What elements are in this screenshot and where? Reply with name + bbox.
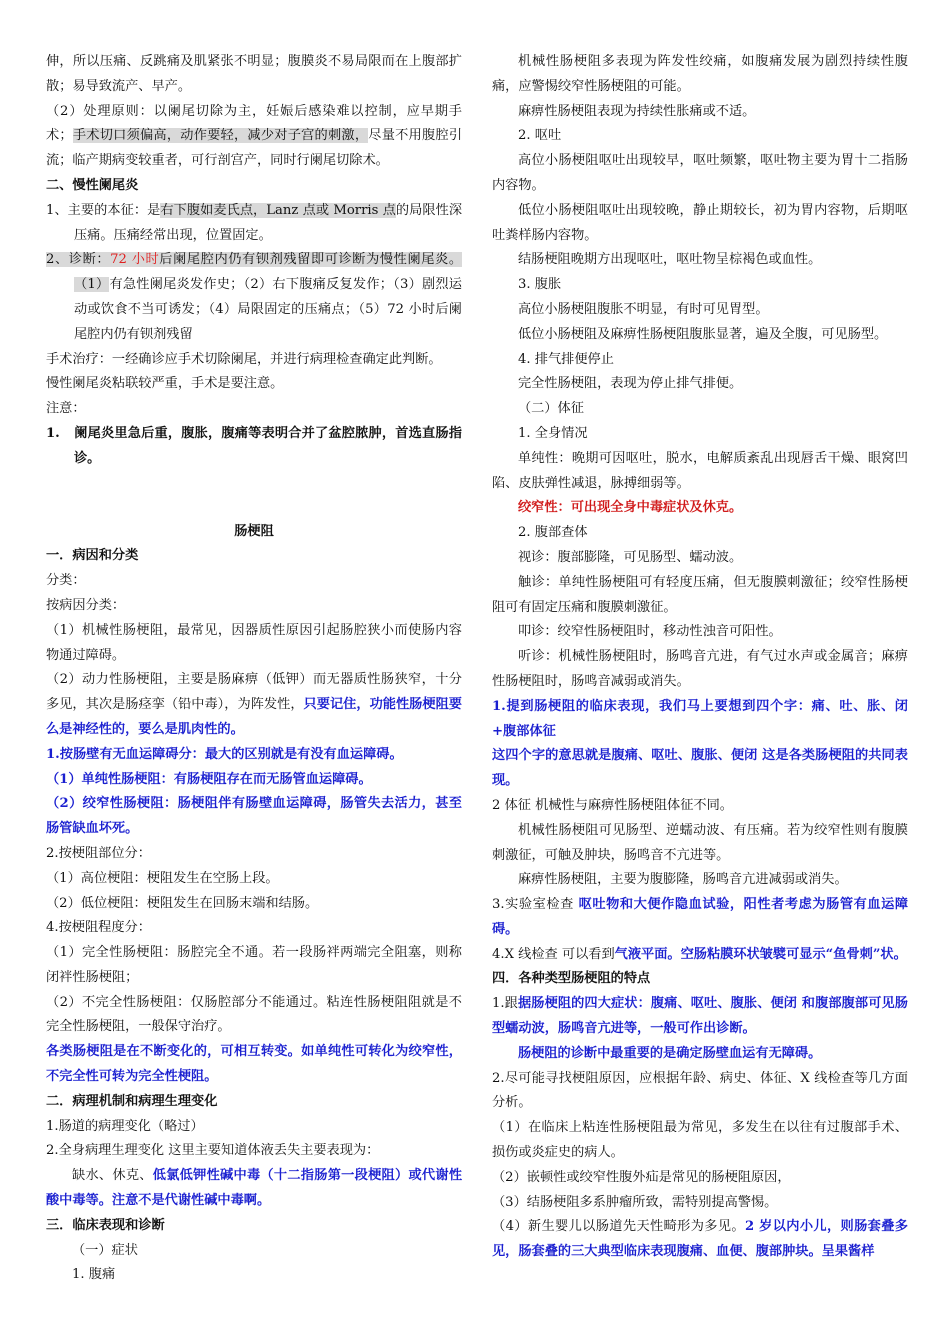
text: （4）新生婴儿以肠道先天性畸形为多见。 [492, 1219, 745, 1235]
paragraph [492, 943, 908, 968]
paragraph [492, 992, 908, 1042]
subheading: 1. 腹痛 [72, 1267, 116, 1283]
paragraph: 4.按梗阻程度分： [46, 920, 151, 936]
emphasis-paragraph: 1.提到肠梗阻的临床表现，我们马上要想到四个字：痛、吐、胀、闭+腹部体征 [492, 698, 908, 739]
emphasis-paragraph: 肠梗阻的诊断中最重要的是确定肠壁血运有无障碍。 [518, 1045, 822, 1061]
emphasis-text: 2 岁以内小儿，则肠套叠多见，肠套叠的三大典型临床表现腹痛、血便、腹部肿块。呈果酱样 [492, 1219, 908, 1260]
emphasis-text: 只要记住，功能性肠梗阻要么是神经性的，要么是肌肉性的。 [46, 697, 462, 737]
emphasis-text: 低氯低钾性碱中毒（十二指肠第一段梗阻）或代谢性酸中毒等。注意不是代谢性碱中毒啊。 [46, 1168, 463, 1209]
paragraph: （3）结肠梗阻多系肿瘤所致，需特别提高警惕。 [492, 1194, 778, 1210]
paragraph: 手术治疗：一经确诊应手术切除阑尾，并进行病理检查确定此判断。 [46, 351, 442, 367]
paragraph: 伸，所以压痛、反跳痛及肌紧张不明显；腹膜炎不易局限而在上腹部扩散；易导致流产、早产。 [46, 54, 462, 94]
paragraph: 听诊：机械性肠梗阻时，肠鸣音亢进，有气过水声或金属音；麻痹性肠梗阻时，肠鸣音减弱或消失。 [492, 649, 908, 689]
section-heading: 一．病因和分类 [46, 548, 139, 564]
highlighted-text: 右下腹如麦氏点，Lanz 点或 Morris 点 [160, 202, 396, 218]
paragraph: 1.肠道的病理变化（略过） [46, 1118, 204, 1134]
note-item [46, 422, 462, 472]
text: 1.跟 [492, 996, 518, 1012]
paragraph: 2.尽可能寻找梗阻原因，应根据年龄、病史、体征、X 线检查等几方面分析。 [492, 1070, 908, 1111]
text: 3.实验室检查 [492, 897, 579, 913]
paragraph [46, 199, 462, 249]
paragraph [46, 248, 462, 347]
highlighted-text: 2、诊断： [46, 252, 111, 268]
paragraph: 分类： [46, 573, 86, 589]
text: （2）动力性肠梗阻，主要是肠麻痹（低钾）而无器质性肠狭窄，十分多见，其次是肠痉挛（铅中毒），为阵发性， [46, 672, 462, 713]
paragraph: 2 体征 机械性与麻痹性肠梗阻体征不同。 [492, 797, 733, 813]
right-column [492, 50, 908, 1265]
paragraph [46, 1164, 462, 1214]
left-column [46, 50, 462, 1288]
section-heading: 三．临床表现和诊断 [46, 1217, 165, 1233]
paragraph: 单纯性：晚期可因呕吐，脱水，电解质紊乱出现唇舌干燥、眼窝凹陷、皮肤弹性减退，脉搏细弱等。 [492, 450, 908, 491]
emphasis-paragraph: 1.按肠壁有无血运障碍分：最大的区别就是有没有血运障碍。 [46, 746, 403, 762]
subheading: 3. 腹胀 [518, 277, 562, 293]
paragraph: （2）嵌顿性或绞窄性腹外疝是常见的肠梗阻原因， [492, 1169, 791, 1185]
emphasis-text: 呕吐物和大便作隐血试验，阳性者考虑为肠管有血运障碍。 [492, 897, 909, 937]
section-heading: 二、慢性阑尾炎 [46, 177, 139, 193]
text: 有急性阑尾炎发作史；（2）右下腹痛反复发作；（3）剧烈运动或饮食不当可诱发；（4）局限固定的压痛点；（5）72 小时后阑尾腔内仍有钡剂残留 [74, 277, 462, 342]
paragraph: （2）低位梗阻：梗阻发生在回肠末端和结肠。 [46, 895, 319, 911]
subheading: 2. 腹部查体 [518, 525, 588, 541]
highlighted-text: 手术切口须偏高，动作要轻，减少对子宫的刺激， [72, 128, 369, 144]
text: 阑尾炎里急后重，腹胀，腹痛等表明合并了盆腔脓肿，首选直肠指诊。 [74, 425, 462, 466]
paragraph: 完全性肠梗阻，表现为停止排气排便。 [518, 376, 743, 392]
paragraph: 2.按梗阻部位分： [46, 845, 151, 861]
emphasis-paragraph: （2）绞窄性肠梗阻：肠梗阻伴有肠壁血运障碍，肠管失去活力，甚至肠管缺血坏死。 [46, 796, 462, 837]
paragraph: 高位小肠梗阻呕吐出现较早，呕吐频繁，呕吐物主要为胃十二指肠内容物。 [492, 153, 908, 193]
paragraph: 注意： [46, 401, 86, 417]
emphasis-paragraph: 这四个字的意思就是腹痛、呕吐、腹胀、便闭 这是各类肠梗阻的共同表现。 [492, 748, 908, 789]
emphasis-text: 气液平面 [614, 946, 668, 962]
paragraph: （2）不完全性肠梗阻：仅肠腔部分不能通过。粘连性肠梗阻阻就是不完全性肠梗阻，一般保守治疗。 [46, 994, 462, 1035]
paragraph: 麻痹性肠梗阻，主要为腹膨隆，肠鸣音亢进减弱或消失。 [518, 872, 848, 888]
paragraph: （1）在临床上粘连性肠梗阻最为常见，多发生在以往有过腹部手术、损伤或炎症史的病人。 [492, 1120, 908, 1161]
highlighted-text: 后阑尾腔内仍有钡剂残留即可诊断为慢性阑尾炎。 [159, 252, 463, 268]
text: 1、主要的本征：是 [46, 202, 161, 218]
paragraph: （1）机械性肠梗阻，最常见，因器质性原因引起肠腔狭小而使肠内容物通过障碍。 [46, 622, 462, 663]
subheading: 4. 排气排便停止 [518, 351, 614, 367]
paragraph: 慢性阑尾炎粘联较严重，手术是要注意。 [46, 376, 284, 392]
paragraph: 高位小肠梗阻腹胀不明显，有时可见胃型。 [518, 301, 769, 317]
highlighted-red-text: 72 小时 [110, 252, 160, 268]
subheading: （一）症状 [72, 1242, 138, 1258]
text: 尽量不用腹腔引流；临产期病变较重者，可行剖宫产，同时行阑尾切除术。 [46, 128, 463, 169]
section-heading: 四．各种类型肠梗阻的特点 [492, 971, 651, 987]
paragraph: 按病因分类： [46, 597, 126, 613]
paragraph: （1）完全性肠梗阻：肠腔完全不通。若一段肠袢两端完全阻塞，则称闭袢性肠梗阻； [46, 945, 462, 985]
text: 的局限性深压痛。压痛经常出现，位置固定。 [74, 202, 463, 243]
paragraph: 2.全身病理生理变化 这里主要知道体液丢失主要表现为： [46, 1143, 380, 1159]
emphasis-paragraph: （1）单纯性肠梗阻：有肠梗阻存在而无肠管血运障碍。 [46, 771, 372, 787]
section-heading: 二．病理机制和病理生理变化 [46, 1093, 218, 1109]
warning-paragraph: 绞窄性：可出现全身中毒症状及休克。 [518, 500, 743, 516]
paragraph [492, 1215, 908, 1265]
list-number: 1. [46, 425, 60, 441]
emphasis-text: 。空肠粘膜环状皱襞可显示“鱼骨刺”状。 [667, 946, 907, 962]
paragraph: 低位小肠梗阻及麻痹性肠梗阻腹胀显著，遍及全腹，可见肠型。 [518, 326, 888, 342]
emphasis-paragraph: 各类肠梗阻是在不断变化的，可相互转变。如单纯性可转化为绞窄性，不完全性可转为完全性梗阻。 [46, 1044, 462, 1085]
highlighted-text: （1） [74, 277, 110, 293]
text: 缺水、休克、 [72, 1168, 153, 1184]
paragraph: 视诊：腹部膨隆，可见肠型、蠕动波。 [518, 549, 743, 565]
paragraph: 低位小肠梗阻呕吐出现较晚，静止期较长，初为胃内容物，后期呕吐粪样肠内容物。 [492, 202, 908, 243]
paragraph: （1）高位梗阻：梗阻发生在空肠上段。 [46, 870, 279, 886]
paragraph: 麻痹性肠梗阻表现为持续性胀痛或不适。 [518, 103, 756, 119]
paragraph: 结肠梗阻晚期方出现呕吐，呕吐物呈棕褐色或血性。 [518, 252, 822, 268]
paragraph [492, 893, 908, 943]
subheading: 1. 全身情况 [518, 425, 588, 441]
subheading: （二）体征 [518, 401, 584, 417]
paragraph: 叩诊：绞窄性肠梗阻时，移动性浊音可阳性。 [518, 624, 782, 640]
paragraph: 机械性肠梗阻可见肠型、逆蠕动波、有压痛。若为绞窄性则有腹膜刺激征，可触及肿块，肠鸣音不亢进等。 [492, 822, 908, 863]
text: （2）处理原则：以阑尾切除为主，妊娠后感染难以控制，应早期手术； [46, 103, 462, 144]
emphasis-text: 据肠梗阻的四大症状：腹痛、呕吐、腹胀、便闭 和腹部腹部可见肠型蠕动波，肠鸣音亢进等，一般可作出诊断。 [492, 996, 908, 1037]
subheading: 2. 呕吐 [518, 128, 562, 144]
paragraph: 触诊：单纯性肠梗阻可有轻度压痛，但无腹膜刺激征；绞窄性肠梗阻可有固定压痛和腹膜刺激征。 [492, 574, 908, 615]
paragraph [46, 100, 462, 174]
section-title: 肠梗阻 [234, 523, 274, 539]
paragraph [46, 668, 462, 742]
text: 4.X 线检查 可以看到 [492, 946, 615, 962]
paragraph: 机械性肠梗阻多表现为阵发性绞痛，如腹痛发展为剧烈持续性腹痛，应警惕绞窄性肠梗阻的可能。 [492, 54, 908, 94]
